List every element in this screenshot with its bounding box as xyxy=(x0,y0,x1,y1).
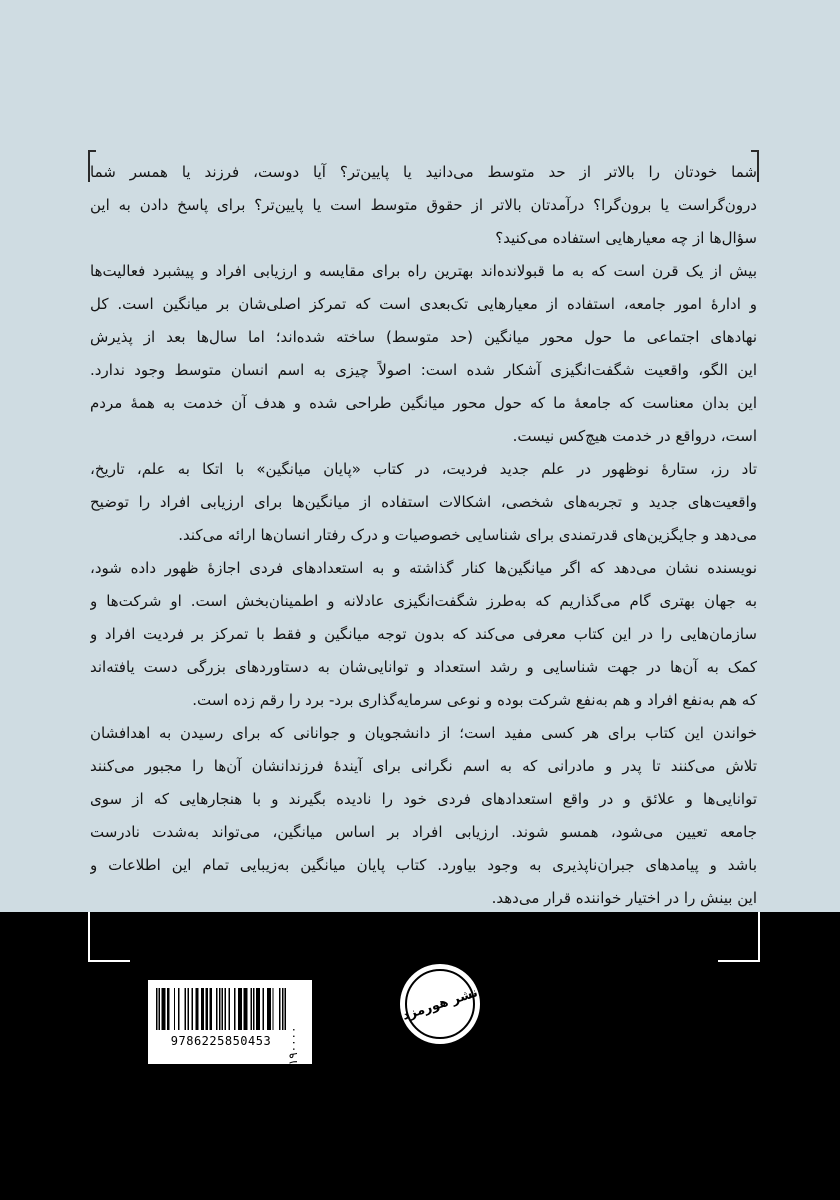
publisher-name: نشر هورمزد xyxy=(400,984,480,1024)
barcode-bar xyxy=(192,988,193,1030)
barcode-bar xyxy=(263,988,264,1030)
blurb-line: جامعه تعیین می‌شود، همسو شوند. ارزیابی افراد بر اساس میانگین، می‌تواند به‌شدت نادرست xyxy=(90,823,757,841)
blurb-line: این بدان معناست که جامعهٔ ما که حول محور میانگین طراحی شده و هدف آن خدمت به همهٔ مردم xyxy=(90,394,757,412)
blurb-line: شما خودتان را بالاتر از حد متوسط می‌دانید یا پایین‌تر؟ آیا دوست، فرزند یا همسر شما xyxy=(90,163,757,181)
barcode-bar xyxy=(201,988,202,1030)
barcode-bar xyxy=(267,988,268,1030)
paragraph-4 xyxy=(90,552,757,717)
blurb-line: که هم به‌نفع افراد و هم به‌نفع شرکت بوده و نوعی سرمایه‌گذاری برد- برد را رقم زده است. xyxy=(192,691,757,709)
barcode-bar xyxy=(203,988,204,1030)
barcode-bar xyxy=(163,988,164,1030)
barcode-bar xyxy=(178,988,179,1030)
barcode-bar xyxy=(185,988,186,1030)
barcode-bar xyxy=(209,988,210,1030)
barcode-bar xyxy=(245,988,246,1030)
blurb-line: این الگو، واقعیت شگفت‌انگیزی آشکار شده است: اصولاً چیزی به اسم انسان متوسط وجود ندارد. xyxy=(90,361,757,379)
barcode-bar xyxy=(216,988,217,1030)
blurb-line: و ادارهٔ امور جامعه، استفاده از معیارهایی تک‌بعدی است که تمرکز اصلی‌شان بر میانگین است. کل xyxy=(90,295,757,313)
blurb-line: سؤال‌ها از چه معیارهایی استفاده می‌کنید؟ xyxy=(495,229,757,247)
barcode-bar xyxy=(241,988,242,1030)
barcode-bar xyxy=(250,988,251,1030)
barcode-bar xyxy=(168,988,169,1030)
barcode-bar xyxy=(257,988,258,1030)
barcode-bar xyxy=(234,988,235,1030)
blurb-line: باشد و پیامدهای جبران‌ناپذیری به وجود بیاورد. کتاب پایان میانگین به‌زیبایی تمام این اطلاعات و xyxy=(90,856,757,874)
barcode-bar xyxy=(229,988,230,1030)
paragraph-5 xyxy=(90,717,757,915)
barcode-bar xyxy=(156,988,157,1030)
barcode-bar xyxy=(174,988,175,1030)
barcode-bar xyxy=(244,988,245,1030)
blurb-line: نهادهای اجتماعی ما حول محور میانگین (حد متوسط) ساخته شده‌اند؛ اما سال‌ها بعد از پذیرش xyxy=(90,328,757,346)
barcode-bar xyxy=(161,988,162,1030)
barcode-bar xyxy=(187,988,188,1030)
barcode-bar xyxy=(207,988,208,1030)
barcode-label xyxy=(148,980,312,1098)
frame-bracket-bottom-left xyxy=(88,912,130,962)
barcode-bar xyxy=(164,988,165,1030)
blurb-line: واقعیت‌های جدید و تجربه‌های شخصی، اشکالات استفاده از میانگین‌ها برای ارزیابی افراد را توضیح xyxy=(90,493,757,511)
barcode-bar xyxy=(219,988,220,1030)
barcode-bar xyxy=(205,988,206,1030)
barcode-bar xyxy=(246,988,247,1030)
barcode-bar xyxy=(268,988,269,1030)
barcode-icon xyxy=(156,988,286,1030)
blurb-line: کمک به آن‌ها در جهت شناسایی و رشد استعداد و توانایی‌شان به دستاوردهای بزرگی دست یافته‌اند xyxy=(90,658,757,676)
isbn-number: 9786225850453 xyxy=(170,1034,272,1048)
barcode-bar xyxy=(272,988,273,1030)
barcode-bar xyxy=(253,988,254,1030)
barcode-bar xyxy=(167,988,168,1030)
barcode-bar xyxy=(270,988,271,1030)
blurb-line: بیش از یک قرن است که به ما قبولانده‌اند بهترین راه برای مقایسه و ارزیابی افراد و پیشبرد فعالیت‌ها xyxy=(90,262,757,280)
blurb-line: درون‌گراست یا برون‌گرا؟ درآمدتان بالاتر از حقوق متوسط است یا پایین‌تر؟ برای پاسخ دادن به این xyxy=(90,196,757,214)
barcode-bar xyxy=(197,988,198,1030)
barcode-bar xyxy=(238,988,239,1030)
blurb-line: نویسنده نشان می‌دهد که اگر میانگین‌ها کنار گذاشته و به استعدادهای فردی اجازهٔ ظهور داده شود، xyxy=(90,559,757,577)
paragraph-1 xyxy=(90,156,757,255)
price-label: ۱۹۰۰۰۰ تومان xyxy=(286,1026,300,1098)
blurb-line: سازمان‌هایی را در این کتاب معرفی می‌کند که بدون توجه میانگین و فقط با تمرکز بر فردیت افراد و xyxy=(90,625,757,643)
blurb-line: توانایی‌ها و علائق و در واقع استعدادهای فردی خود را نادیده بگیرند و با هنجارهایی که از سوی xyxy=(90,790,757,808)
blurb-line: می‌دهد و جایگزین‌های قدرتمندی برای شناسایی خصوصیات و درک رفتار انسان‌ها ارائه می‌کند. xyxy=(178,526,757,544)
blurb-line: است، درواقع در خدمت هیچ‌کس نیست. xyxy=(512,427,757,445)
blurb-line: به جهان بهتری گام می‌گذاریم که به‌طرز شگفت‌انگیزی عادلانه و اطمینان‌بخش است. او شرکت‌ها و xyxy=(90,592,757,610)
barcode-bar xyxy=(224,988,225,1030)
barcode-bar xyxy=(259,988,260,1030)
barcode-bar xyxy=(159,988,160,1030)
paragraph-2 xyxy=(90,255,757,453)
blurb-text xyxy=(90,156,757,915)
blurb-line: تاد رز، ستارهٔ نوظهور در علم جدید فردیت، در کتاب «پایان میانگین» با اتکا به علم، تاریخ، xyxy=(90,460,757,478)
paragraph-3 xyxy=(90,453,757,552)
barcode-bar xyxy=(279,988,280,1030)
barcode-bar xyxy=(256,988,257,1030)
publisher-seal-ring xyxy=(400,969,480,1039)
barcode-bar xyxy=(211,988,212,1030)
barcode-bar xyxy=(196,988,197,1030)
blurb-line: خواندن این کتاب برای هر کسی مفید است؛ از دانشجویان و جوانانی که برای رسیدن به اهدافشان xyxy=(90,724,757,742)
barcode-bar xyxy=(222,988,223,1030)
barcode-bar xyxy=(239,988,240,1030)
frame-bracket-bottom-right xyxy=(718,912,760,962)
publisher-seal-icon xyxy=(400,964,480,1044)
blurb-line: تلاش می‌کنند تا پدر و مادرانی که به اسم نگرانی برای آیندهٔ فرزندانشان آن‌ها را مجبور می‌کنند xyxy=(90,757,757,775)
blurb-line: این بینش را در اختیار خواننده قرار می‌دهد. xyxy=(491,889,757,907)
